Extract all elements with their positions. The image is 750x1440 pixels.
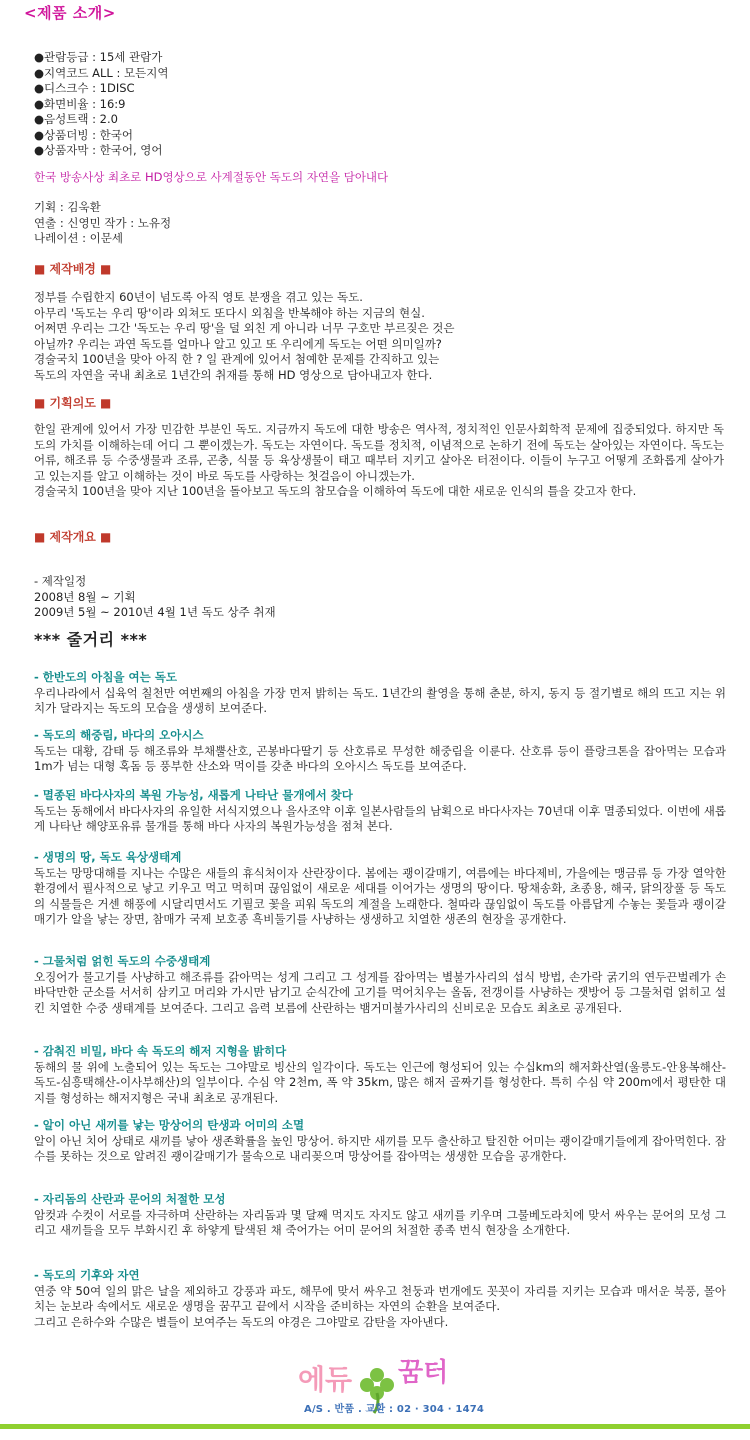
story-item-title: - 독도의 기후와 자연 bbox=[34, 1268, 140, 1282]
intent-text bbox=[34, 422, 724, 500]
story-item bbox=[34, 788, 726, 835]
spec-rating: ●관람등급 : 15세 관람가 bbox=[34, 50, 163, 64]
background-line: 정부를 수립한지 60년이 넘도록 아직 영토 분쟁을 겪고 있는 독도. bbox=[34, 290, 363, 304]
overview-line: 2009년 5월 ~ 2010년 4월 1년 독도 상주 취재 bbox=[34, 605, 276, 619]
spec-discs: ●디스크수 : 1DISC bbox=[34, 81, 135, 95]
headline: 한국 방송사상 최초로 HD영상으로 사계절동안 독도의 자연을 담아내다 bbox=[34, 170, 389, 184]
story-item-body: 알이 아닌 치어 상태로 새끼를 낳아 생존확률을 높인 망상어. 하지만 새끼를 모두 출산하고 탈진한 어미는 괭이갈매기들에게 잡아먹힌다. 잠수를 못하는 것으로 알려진 괭이갈매기가 물속으로 내리꽂으며 망상어를 잡아먹는 생생한 모습을 공개한다. bbox=[34, 1133, 726, 1163]
story-item-body: 독도는 망망대해를 지나는 수많은 새들의 휴식처이자 산란장이다. 봄에는 괭이갈매기, 여름에는 바다제비, 가을에는 맹금류 등 가장 열악한 환경에서 필사적으로 낳고 키우고 먹고 먹히며 끊임없이 새로운 세대를 이어가는 생명의 땅이다. 땅채송화, 초종용, 해국, 닭의장풀 등 독도의 식물들은 거센 해풍에 시달리면서도 기필코 꽃을 피워 독도의 계절을 노래한다. 철따라 끊임없이 독도를 아름답게 수놓는 꽃들과 괭이갈매기가 알을 낳는 장면, 참매가 국제 보호종 흑비둘기를 사냥하는 생생하고 치열한 생존의 현장을 공개한다. bbox=[34, 865, 726, 926]
spec-dubbing: ●상품더빙 : 한국어 bbox=[34, 127, 133, 142]
credit-director: 연출 : 신영민 작가 : 노유정 bbox=[34, 215, 172, 230]
spec-region: ●지역코드 ALL : 모든지역 bbox=[34, 65, 169, 80]
credits bbox=[34, 200, 171, 247]
overview-line: - 제작일정 bbox=[34, 574, 87, 588]
story-item bbox=[34, 850, 726, 928]
story-item-body: 암컷과 수컷이 서로를 자극하며 산란하는 자리돔과 몇 달째 먹지도 자지도 않고 새끼를 키우며 그물베도라치에 맞서 싸우는 문어의 모성 그리고 새끼들을 모두 부화시킨 후 하얗게 탈색된 채 죽어가는 어미 문어의 처절한 종족 번식 현장을 소개한다. bbox=[34, 1207, 726, 1237]
logo-text-left: 에듀 bbox=[298, 1363, 353, 1396]
overview-line: 2008년 8월 ~ 기획 bbox=[34, 589, 136, 604]
section-title-background: ■ 제작배경 ■ bbox=[34, 262, 112, 276]
background-line: 경술국치 100년을 맞아 아직 한 ? 일 관계에 있어서 첨예한 문제를 간직하고 있는 bbox=[34, 352, 440, 366]
story-item-title: - 멸종된 바다사자의 복원 가능성, 새롭게 나타난 물개에서 찾다 bbox=[34, 788, 353, 802]
story-item-body: 동해의 물 위에 노출되어 있는 독도는 그야말로 빙산의 일각이다. 독도는 인근에 형성되어 있는 수십km의 해저화산열(울릉도-안용복해산-독도-심흥택해산-이사부해산)의 일부이다. 수심 약 2천m, 폭 약 35km, 많은 해저 골짜기를 형성한다. 특히 수심 약 200m에서 평탄한 대지를 형성하는 해저지형은 국내 최초로 공개된다. bbox=[34, 1059, 726, 1105]
story-item-title: - 자리돔의 산란과 문어의 처절한 모성 bbox=[34, 1192, 226, 1206]
story-item bbox=[34, 1118, 726, 1165]
spec-aspect: ●화면비율 : 16:9 bbox=[34, 96, 126, 111]
story-item-title: - 알이 아닌 새끼를 낳는 망상어의 탄생과 어미의 소멸 bbox=[34, 1118, 305, 1132]
section-title-intent: ■ 기획의도 ■ bbox=[34, 396, 112, 410]
story-heading: *** 줄거리 *** bbox=[34, 630, 148, 649]
background-text bbox=[34, 290, 724, 383]
story-item bbox=[34, 728, 726, 775]
story-item-title: - 독도의 해중림, 바다의 오아시스 bbox=[34, 728, 204, 742]
story-item bbox=[34, 954, 726, 1016]
story-item-body: 연중 약 50여 일의 맑은 날을 제외하고 강풍과 파도, 해무에 맞서 싸우고 천둥과 번개에도 꼿꼿이 자리를 지키는 모습과 매서운 북풍, 몰아치는 눈보라 속에서도 새로운 생명을 꿈꾸고 끝에서 시작을 준비하는 자연의 순환을 보여준다. bbox=[34, 1283, 726, 1313]
story-item-body: 독도는 대황, 감태 등 해조류와 부채뿔산호, 곤봉바다딸기 등 산호류로 무성한 해중림을 이룬다. 산호류 등이 플랑크톤을 잡아먹는 모습과 1m가 넘는 대형 혹돔 등 풍부한 산소와 먹이를 갖춘 바다의 오아시스 독도를 보여준다. bbox=[34, 743, 726, 773]
spec-audio: ●음성트랙 : 2.0 bbox=[34, 112, 118, 126]
background-line: 아닐까? 우리는 과연 독도를 얼마나 알고 있고 또 우리에게 독도는 어떤 의미일까? bbox=[34, 336, 442, 351]
credit-planning: 기획 : 김욱환 bbox=[34, 200, 101, 214]
logo-text-right: 꿈터 bbox=[398, 1358, 449, 1388]
bottom-divider bbox=[0, 1424, 750, 1429]
story-item-title: - 한반도의 아침을 여는 독도 bbox=[34, 670, 177, 684]
contact-info: A/S . 반품 . 교환 : 02 · 304 · 1474 bbox=[304, 1404, 485, 1415]
page-title: <제품 소개> bbox=[24, 4, 116, 22]
story-item-title: - 그물처럼 얽힌 독도의 수중생태계 bbox=[34, 954, 211, 968]
story-item-title: - 감춰진 비밀, 바다 속 독도의 해저 지형을 밝히다 bbox=[34, 1044, 287, 1058]
story-item bbox=[34, 1268, 726, 1330]
background-line: 어쩌면 우리는 그간 '독도는 우리 땅'을 덜 외친 게 아니라 너무 구호만 부르짖은 것은 bbox=[34, 321, 455, 335]
background-line: 아무리 '독도는 우리 땅'이라 외쳐도 또다시 외침을 반복해야 하는 지금의 현실. bbox=[34, 305, 425, 320]
section-title-overview: ■ 제작개요 ■ bbox=[34, 530, 112, 544]
story-item-body: 우리나라에서 십육억 칠천만 여번째의 아침을 가장 먼저 밝히는 독도. 1년간의 촬영을 통해 춘분, 하지, 동지 등 절기별로 해의 뜨고 지는 위치가 달라지는 독도의 모습을 생생히 보여준다. bbox=[34, 685, 726, 715]
story-item bbox=[34, 670, 726, 717]
spec-list bbox=[34, 50, 168, 159]
spec-subtitles: ●상품자막 : 한국어, 영어 bbox=[34, 143, 163, 157]
story-item-body: 오징어가 물고기를 사냥하고 해조류를 갉아먹는 성게 그리고 그 성게를 잡아먹는 별불가사리의 섭식 방법, 손가락 굵기의 연두끈벌레가 손바닥만한 군소를 서서히 삼키고 머리와 가시만 남기고 순식간에 고기를 먹어치우는 올돔, 전갱이를 사냥하는 잿방어 등 그물처럼 얽히고 설킨 치열한 수중 생태계를 보여준다. 그리고 음력 보름에 산란하는 뱀거미불가사리의 신비로운 모습도 최초로 공개된다. bbox=[34, 969, 726, 1015]
story-item-body: 독도는 동해에서 바다사자의 유일한 서식지였으나 을사조약 이후 일본사람들의 남획으로 바다사자는 70년대 이후 멸종되었다. 이번에 새롭게 나타난 해양포유류 물개를 통해 바다 사자의 복원가능성을 점쳐 본다. bbox=[34, 803, 726, 833]
story-item-title: - 생명의 땅, 독도 육상생태계 bbox=[34, 850, 182, 864]
story-item bbox=[34, 1044, 726, 1106]
background-line: 독도의 자연을 국내 최초로 1년간의 취재를 통해 HD 영상으로 담아내고자 한다. bbox=[34, 367, 433, 382]
story-item bbox=[34, 1192, 726, 1239]
intent-paragraph-2: 경술국치 100년을 맞아 지난 100년을 돌아보고 독도의 참모습을 이해하여 독도에 대한 새로운 인식의 틀을 갖고자 한다. bbox=[34, 484, 637, 498]
intent-paragraph: 한일 관계에 있어서 가장 민감한 부분인 독도. 지금까지 독도에 대한 방송은 역사적, 정치적인 인문사회학적 문제에 집중되었다. 하지만 독도의 가치를 이해하는데 어디 그 뿐이겠는가. 독도는 자연이다. 독도를 정치적, 이념적으로 논하기 전에 독도는 살아있는 자연이다. 독도는 어류, 해조류 등 수중생물과 조류, 곤충, 식물 등 육상생물이 태고 때부터 지키고 살아온 터전이다. 이들이 누구고 어떻게 조화롭게 살아가고 있는지를 알고 이해하는 것이 바로 독도를 사랑하는 첫걸음이 아니겠는가. bbox=[34, 422, 724, 483]
credit-narrator: 나레이션 : 이문세 bbox=[34, 231, 123, 245]
story-item-body-2: 그리고 은하수와 수많은 별들이 보여주는 독도의 야경은 그야말로 감탄을 자아낸다. bbox=[34, 1314, 449, 1329]
overview-text bbox=[34, 574, 724, 621]
